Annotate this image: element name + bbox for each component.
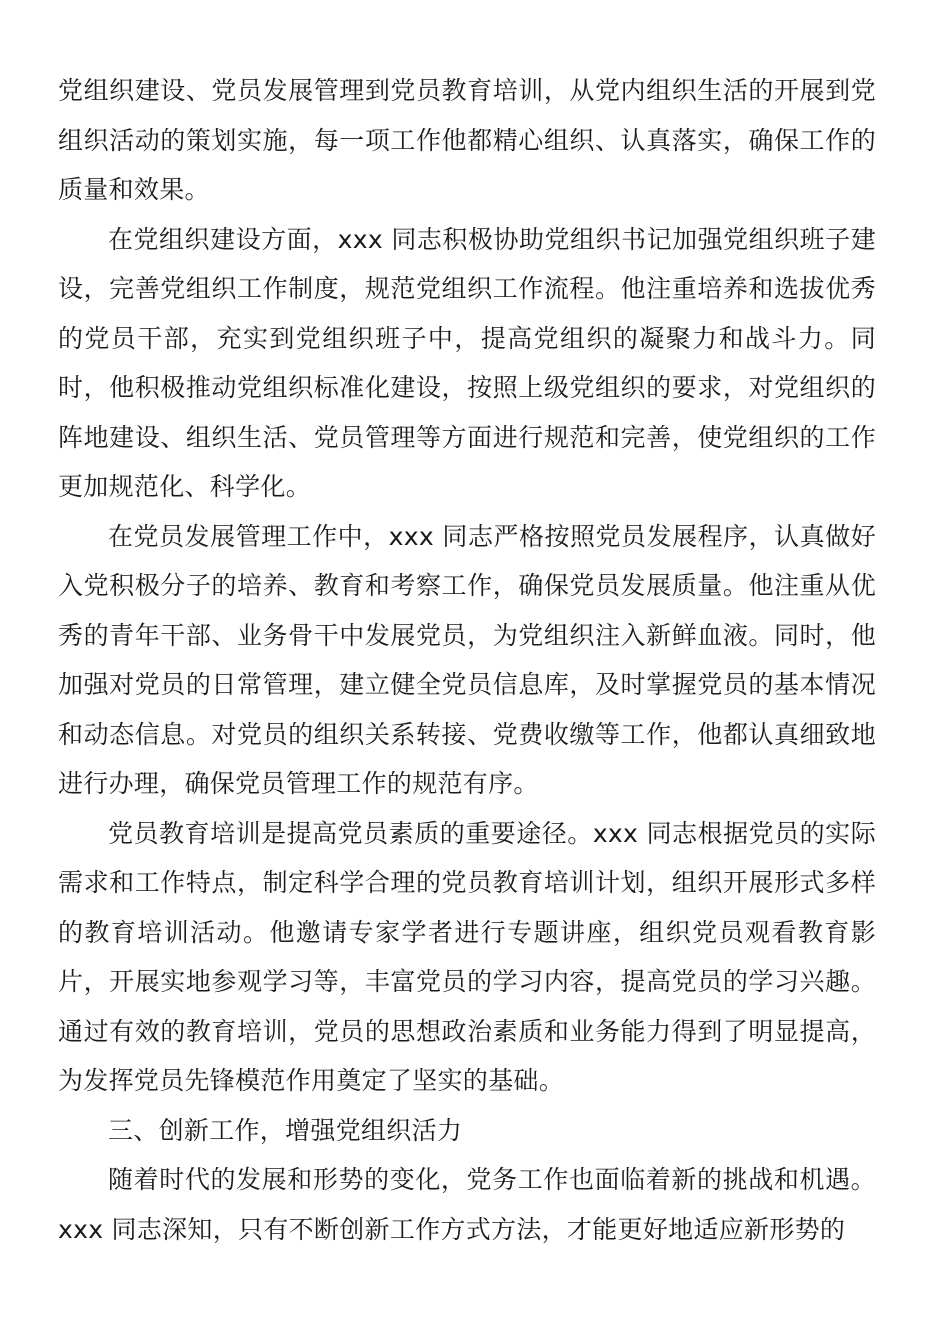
paragraph-innovation: 随着时代的发展和形势的变化，党务工作也面临着新的挑战和机遇。xxx 同志深知，只有不断创新工作方式方法，才能更好地适应新形势的 [58, 1165, 876, 1244]
paragraph-party-organization-building: 在党组织建设方面，xxx 同志积极协助党组织书记加强党组织班子建设，完善党组织工作制度，规范党组织工作流程。他注重培养和选拔优秀的党员干部，充实到党组织班子中，提高党组织的凝聚力和战斗力。同时，他积极推动党组织标准化建设，按照上级党组织的要求，对党组织的阵地建设、组织生活、党员管理等方面进行规范和完善，使党组织的工作更加规范化、科学化。 [58, 224, 876, 501]
paragraph-education-training: 党员教育培训是提高党员素质的重要途径。xxx 同志根据党员的实际需求和工作特点，制定科学合理的党员教育培训计划，组织开展形式多样的教育培训活动。他邀请专家学者进行专题讲座，组织党员观看教育影片，开展实地参观学习等，丰富党员的学习内容，提高党员的学习兴趣。通过有效的教育培训，党员的思想政治素质和业务能力得到了明显提高，为发挥党员先锋模范作用奠定了坚实的基础。 [58, 818, 876, 1095]
section-heading: 三、创新工作，增强党组织活力 [108, 1115, 463, 1145]
document-body [58, 66, 876, 1254]
paragraph-continuation: 党组织建设、党员发展管理到党员教育培训，从党内组织生活的开展到党组织活动的策划实施，每一项工作他都精心组织、认真落实，确保工作的质量和效果。 [58, 76, 876, 204]
paragraph-member-development: 在党员发展管理工作中，xxx 同志严格按照党员发展程序，认真做好入党积极分子的培养、教育和考察工作，确保党员发展质量。他注重从优秀的青年干部、业务骨干中发展党员，为党组织注入新鲜血液。同时，他加强对党员的日常管理，建立健全党员信息库，及时掌握党员的基本情况和动态信息。对党员的组织关系转接、党费收缴等工作，他都认真细致地进行办理，确保党员管理工作的规范有序。 [58, 521, 876, 798]
